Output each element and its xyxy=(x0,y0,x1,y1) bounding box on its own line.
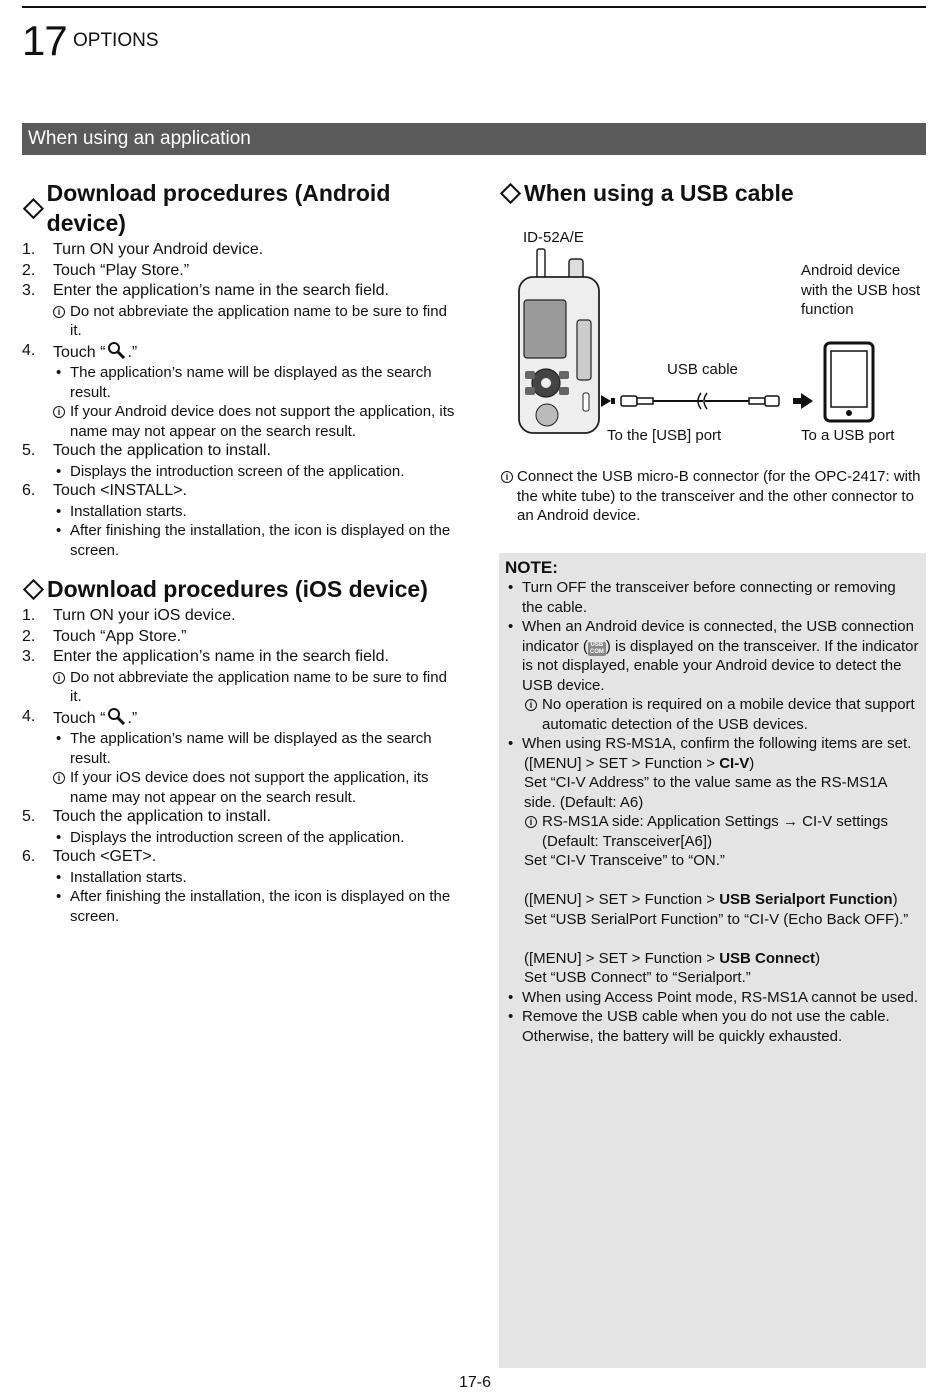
info-icon: i xyxy=(525,699,537,711)
port-left-label: To the [USB] port xyxy=(607,427,722,444)
usb-com-icon: USB COM xyxy=(589,641,604,655)
list-item: 2. Touch “Play Store.” xyxy=(22,261,190,279)
bullet-note: • The application’s name will be displayed as the search result. xyxy=(56,364,432,401)
transceiver-illustration xyxy=(519,249,599,433)
note-text: Set “USB Connect” to “Serialport.” xyxy=(524,969,751,986)
list-item: 2. Touch “App Store.” xyxy=(22,627,187,645)
note-title: NOTE: xyxy=(505,558,558,577)
info-icon: i xyxy=(53,306,65,318)
diagram-graphics xyxy=(499,225,926,453)
note-text: Set “CI-V Address” to the value same as the RS-MS1A side. (Default: A6) xyxy=(524,774,887,811)
diamond-icon xyxy=(23,578,44,599)
info-icon: i xyxy=(501,471,513,483)
bullet-note: • The application’s name will be displayed as the search result. xyxy=(56,730,432,767)
bullet-note: • Installation starts. xyxy=(56,868,187,886)
list-item: 5. Touch the application to install. • Displays the introduction screen of the application. xyxy=(22,807,462,847)
android-device-label: Android device with the USB host function xyxy=(801,262,921,318)
bullet-note: • After finishing the installation, the icon is displayed on the screen. xyxy=(56,888,451,925)
ios-steps xyxy=(22,606,462,926)
note-info: i No operation is required on a mobile device that support automatic detection of the USB devices. xyxy=(505,695,920,734)
note-bullet: • When using Access Point mode, RS-MS1A cannot be used. xyxy=(508,988,919,1006)
search-icon xyxy=(105,707,127,725)
note-text: Set “USB SerialPort Function” to “CI-V (Echo Back OFF).” xyxy=(524,910,909,928)
bullet-note: • Displays the introduction screen of the application. xyxy=(56,462,405,480)
bullet-note: • Displays the introduction screen of the application. xyxy=(56,828,405,846)
radio-label: ID-52A/E xyxy=(523,229,584,246)
note-box xyxy=(499,553,926,1368)
info-note: i If your iOS device does not support the application, its name may not appear on the search result. xyxy=(53,768,462,807)
port-right-label: To a USB port xyxy=(801,427,895,444)
page-number: 17-6 xyxy=(458,1374,492,1391)
info-icon: i xyxy=(53,406,65,418)
android-steps xyxy=(22,240,462,560)
menu-path: ([MENU] > SET > Function > USB Serialport Function) xyxy=(524,891,898,908)
list-item: 5. Touch the application to install. • Displays the introduction screen of the application. xyxy=(22,441,462,481)
android-heading: Download procedures (Android device) xyxy=(22,178,462,238)
menu-path: ([MENU] > SET > Function > USB Connect) xyxy=(524,949,821,967)
bullet-note: • Installation starts. xyxy=(56,502,187,520)
list-item: 4. Touch “ .” • The application’s name will be displayed as the search result. i If your Android device does not support the application, its name may not appear on the search result. xyxy=(22,341,462,442)
search-icon xyxy=(105,341,127,359)
phone-illustration xyxy=(825,343,873,421)
connect-info: i Connect the USB micro-B connector (for the OPC-2417: with the white tube) to the transceiver and the other connector to an Android device. xyxy=(499,467,924,526)
note-info: i RS-MS1A side: Application Settings → CI-V settings (Default: Transceiver[A6]) xyxy=(505,812,920,851)
note-bullet: • When an Android device is connected, the USB connection indicator ( USB COM ) is displayed on the transceiver. If the indicator is not displayed, enable your Android device to detect the USB device. xyxy=(508,618,919,694)
note-text: Set “CI-V Transceive” to “ON.” xyxy=(524,852,725,869)
chapter-title: OPTIONS xyxy=(73,30,159,51)
note-bullet: • Remove the USB cable when you do not use the cable. Otherwise, the battery will be quickly exhausted. xyxy=(508,1008,890,1045)
info-icon: i xyxy=(53,672,65,684)
cable-label: USB cable xyxy=(667,361,738,378)
list-item: 3. Enter the application’s name in the search field. i Do not abbreviate the application name to be sure to find it. xyxy=(22,281,462,341)
info-note: i Do not abbreviate the application name to be sure to find it. xyxy=(53,668,462,707)
info-icon: i xyxy=(53,772,65,784)
top-rule xyxy=(22,6,926,8)
list-item: 6. Touch <GET>. • Installation starts. • After finishing the installation, the icon is displayed on the screen. xyxy=(22,847,462,926)
usb-heading: When using a USB cable xyxy=(499,178,929,208)
note-bullet: • When using RS-MS1A, confirm the following items are set. xyxy=(508,735,912,752)
chapter-number: 17 xyxy=(22,17,67,64)
left-column xyxy=(22,178,462,926)
list-item: 3. Enter the application’s name in the search field. i Do not abbreviate the application name to be sure to find it. xyxy=(22,647,462,707)
menu-path: ([MENU] > SET > Function > CI-V) xyxy=(524,754,755,772)
bullet-note: • After finishing the installation, the icon is displayed on the screen. xyxy=(56,522,451,559)
info-icon: i xyxy=(525,816,537,828)
ios-heading: Download procedures (iOS device) xyxy=(22,574,462,604)
usb-cable-illustration xyxy=(601,393,813,409)
right-column xyxy=(499,178,929,208)
note-bullet: • Turn OFF the transceiver before connecting or removing the cable. xyxy=(508,579,896,616)
diamond-icon xyxy=(23,198,44,219)
list-item: 1. Turn ON your Android device. xyxy=(22,241,264,258)
list-item: 4. Touch “ .” • The application’s name will be displayed as the search result. i If your iOS device does not support the application, its name may not appear on the search result. xyxy=(22,707,462,808)
list-item: 1. Turn ON your iOS device. xyxy=(22,607,236,624)
section-title: When using an application xyxy=(22,123,926,155)
usb-connection-diagram xyxy=(499,225,926,453)
info-note: i Do not abbreviate the application name to be sure to find it. xyxy=(53,302,462,341)
list-item: 6. Touch <INSTALL>. • Installation starts. • After finishing the installation, the icon is displayed on the screen. xyxy=(22,481,462,560)
diamond-icon xyxy=(500,182,521,203)
info-note: i If your Android device does not support the application, its name may not appear on the search result. xyxy=(53,402,462,441)
